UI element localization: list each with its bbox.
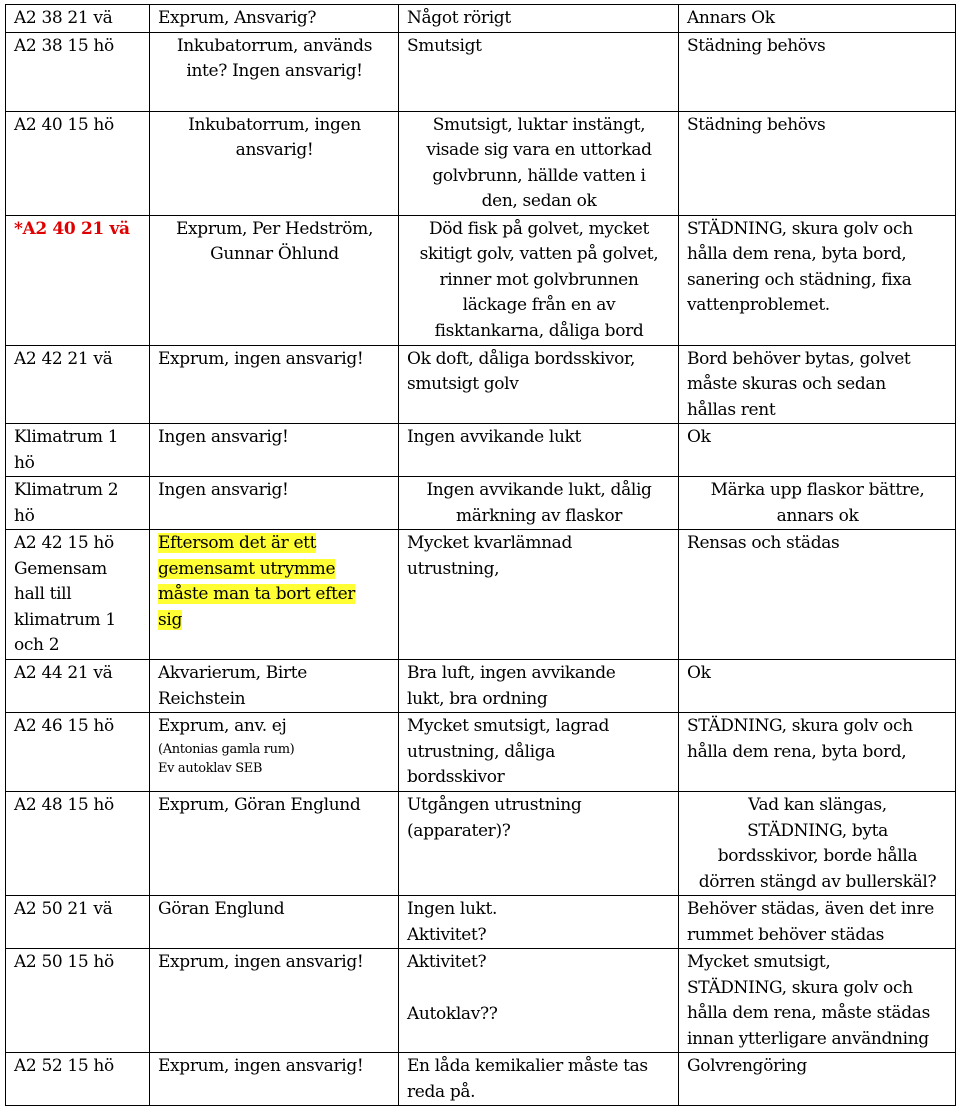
table-row <box>6 1053 956 1106</box>
cell-line: rinner mot golvbrunnen <box>439 269 639 290</box>
responsible-cell <box>150 713 399 792</box>
cell-note: (Antonias gamla rum) <box>158 741 295 757</box>
cell-line: klimatrum 1 <box>14 609 116 630</box>
cell-note: Ev autoklav SEB <box>158 760 263 776</box>
cell-line: Klimatrum 1 <box>14 427 119 447</box>
cell-line: STÄDNING, byta <box>747 820 888 841</box>
responsible-cell: Exprum, ingen ansvarig! <box>150 949 399 1053</box>
responsible-cell <box>150 660 399 713</box>
highlighted-text: gemensamt utrymme <box>158 558 336 579</box>
table-row <box>6 949 956 1053</box>
cell-line: bordsskivor, borde hålla <box>717 846 918 866</box>
table-row <box>6 792 956 896</box>
table-row <box>6 896 956 949</box>
action-cell: Städning behövs <box>679 111 956 215</box>
cell-line: hall till <box>14 584 72 604</box>
cell-line: utrustning, dåliga <box>407 741 556 762</box>
cell-line: bordsskivor <box>407 767 505 787</box>
cell-line: hållas rent <box>687 399 776 420</box>
cell-line: utrustning, <box>407 558 500 579</box>
action-cell <box>679 713 956 792</box>
cell-line: den, sedan ok <box>481 191 597 211</box>
action-cell: Golvrengöring <box>679 1053 956 1106</box>
cell-line: Ingen avvikande lukt, dålig <box>426 480 652 500</box>
cell-line: hålla dem rena, byta bord, <box>687 244 907 264</box>
cell-line: Gemensam <box>14 558 107 579</box>
cell-line: Mycket kvarlämnad <box>407 533 573 553</box>
cell-line: Smutsigt, luktar instängt, <box>432 114 646 135</box>
cell-line: innan ytterligare användning <box>687 1028 929 1049</box>
room-cell: A2 44 21 vä <box>6 660 150 713</box>
cell-line: reda på. <box>407 1081 476 1102</box>
cell-line: visade sig vara en uttorkad <box>426 140 652 160</box>
cell-line: dörren stängd av bullerskäl? <box>698 871 937 892</box>
room-cell: *A2 40 21 vä <box>6 215 150 345</box>
action-cell <box>679 345 956 424</box>
cell-line: STÄDNING, skura golv och <box>687 218 913 239</box>
cell-line: och 2 <box>14 635 60 655</box>
cell-line: Mycket smutsigt, lagrad <box>407 716 609 736</box>
cell-line <box>158 608 391 634</box>
cell-line: Exprum, anv. ej <box>158 716 287 736</box>
cell-line: Aktivitet? <box>407 952 487 972</box>
cell-line: STÄDNING, skura golv och <box>687 977 913 998</box>
observation-cell <box>399 949 679 1053</box>
cell-line: Mycket smutsigt, <box>687 952 831 972</box>
cell-line: Klimatrum 2 <box>14 480 119 500</box>
action-cell <box>679 477 956 530</box>
action-cell <box>679 792 956 896</box>
cell-line: smutsigt golv <box>407 374 519 394</box>
observation-cell: Smutsigt <box>399 32 679 111</box>
observation-cell: Något rörigt <box>399 5 679 33</box>
observation-cell <box>399 896 679 949</box>
room-cell: A2 50 15 hö <box>6 949 150 1053</box>
table-row <box>6 32 956 111</box>
observation-cell <box>399 792 679 896</box>
table-row <box>6 424 956 477</box>
cell-line: fisktankarna, dåliga bord <box>434 320 644 341</box>
responsible-cell <box>150 111 399 215</box>
cell-line: Märka upp flaskor bättre, <box>710 480 925 500</box>
action-cell <box>679 215 956 345</box>
cell-line: Akvarierum, Birte <box>158 663 307 683</box>
room-cell <box>6 530 150 660</box>
room-cell: A2 38 21 vä <box>6 5 150 33</box>
responsible-cell: Exprum, ingen ansvarig! <box>150 345 399 424</box>
action-cell: Rensas och städas <box>679 530 956 660</box>
room-cell: A2 52 15 hö <box>6 1053 150 1106</box>
responsible-cell: Exprum, Göran Englund <box>150 792 399 896</box>
cell-line: hålla dem rena, byta bord, <box>687 741 907 762</box>
table-row <box>6 477 956 530</box>
cell-line: märkning av flaskor <box>455 505 623 526</box>
cell-line <box>158 557 391 583</box>
cell-line <box>158 582 391 608</box>
cell-line: Vad kan slängas, <box>748 795 887 815</box>
cell-line: sanering och städning, fixa <box>687 269 912 290</box>
cell-line: rummet behöver städas <box>687 924 885 945</box>
table-row <box>6 111 956 215</box>
room-cell: A2 48 15 hö <box>6 792 150 896</box>
table-row <box>6 713 956 792</box>
cell-line: Ok doft, dåliga bordsskivor, <box>407 348 636 369</box>
cell-line: annars ok <box>776 505 859 526</box>
cell-line: Bord behöver bytas, golvet <box>687 348 911 369</box>
room-cell: A2 46 15 hö <box>6 713 150 792</box>
observation-cell <box>399 345 679 424</box>
responsible-cell: Exprum, Ansvarig? <box>150 5 399 33</box>
cell-line: lukt, bra ordning <box>407 688 548 709</box>
action-cell: Ok <box>679 660 956 713</box>
cell-line: hålla dem rena, måste städas <box>687 1003 930 1023</box>
cell-line: Bra luft, ingen avvikande <box>407 663 616 683</box>
table-row <box>6 215 956 345</box>
room-cell <box>6 477 150 530</box>
responsible-cell: Ingen ansvarig! <box>150 477 399 530</box>
observation-cell <box>399 660 679 713</box>
action-cell: Ok <box>679 424 956 477</box>
cell-line: måste skuras och sedan <box>687 374 886 394</box>
observation-cell <box>399 111 679 215</box>
table-row <box>6 530 956 660</box>
table-row <box>6 5 956 33</box>
room-cell: A2 38 15 hö <box>6 32 150 111</box>
room-cell <box>6 424 150 477</box>
responsible-cell: Ingen ansvarig! <box>150 424 399 477</box>
action-cell: Annars Ok <box>679 5 956 33</box>
responsible-cell: Exprum, ingen ansvarig! <box>150 1053 399 1106</box>
cell-line: En låda kemikalier måste tas <box>407 1056 648 1076</box>
cell-line: hö <box>14 452 35 473</box>
cell-line: (apparater)? <box>407 820 511 841</box>
cell-line: Inkubatorrum, används <box>176 35 373 56</box>
room-cell: A2 40 15 hö <box>6 111 150 215</box>
action-cell <box>679 896 956 949</box>
room-cell: A2 42 21 vä <box>6 345 150 424</box>
observation-cell <box>399 215 679 345</box>
table-row <box>6 345 956 424</box>
observation-cell: Ingen avvikande lukt <box>399 424 679 477</box>
cell-line: Död fisk på golvet, mycket <box>429 218 649 239</box>
cell-line: skitigt golv, vatten på golvet, <box>419 244 659 264</box>
cell-line: Behöver städas, även det inre <box>687 899 934 919</box>
cell-line: Reichstein <box>158 688 246 709</box>
inspection-table <box>5 4 956 1106</box>
cell-line: Aktivitet? <box>407 924 487 945</box>
responsible-cell <box>150 530 399 660</box>
cell-line: golvbrunn, hällde vatten i <box>432 165 646 186</box>
cell-line: STÄDNING, skura golv och <box>687 716 913 736</box>
responsible-cell: Göran Englund <box>150 896 399 949</box>
cell-line: vattenproblemet. <box>687 295 830 315</box>
responsible-cell <box>150 32 399 111</box>
cell-line: Gunnar Öhlund <box>210 244 339 264</box>
observation-cell <box>399 1053 679 1106</box>
cell-line: Autoklav?? <box>407 1003 498 1024</box>
cell-line: A2 42 15 hö <box>14 533 114 553</box>
cell-line <box>158 531 391 557</box>
cell-line: hö <box>14 505 35 526</box>
action-cell <box>679 949 956 1053</box>
observation-cell <box>399 713 679 792</box>
observation-cell <box>399 530 679 660</box>
action-cell: Städning behövs <box>679 32 956 111</box>
responsible-cell <box>150 215 399 345</box>
observation-cell <box>399 477 679 530</box>
cell-line: Ingen lukt. <box>407 899 498 919</box>
table-row <box>6 660 956 713</box>
cell-line: läckage från en av <box>462 295 616 315</box>
highlighted-text: Eftersom det är ett <box>158 533 317 553</box>
highlighted-text: sig <box>158 609 182 630</box>
cell-line: Inkubatorrum, ingen <box>188 114 361 135</box>
cell-line: ansvarig! <box>235 140 314 160</box>
cell-line: inte? Ingen ansvarig! <box>186 61 363 81</box>
cell-line: Utgången utrustning <box>407 795 582 815</box>
cell-line: Exprum, Per Hedström, <box>175 218 373 239</box>
highlighted-text: måste man ta bort efter <box>158 584 356 604</box>
room-cell: A2 50 21 vä <box>6 896 150 949</box>
